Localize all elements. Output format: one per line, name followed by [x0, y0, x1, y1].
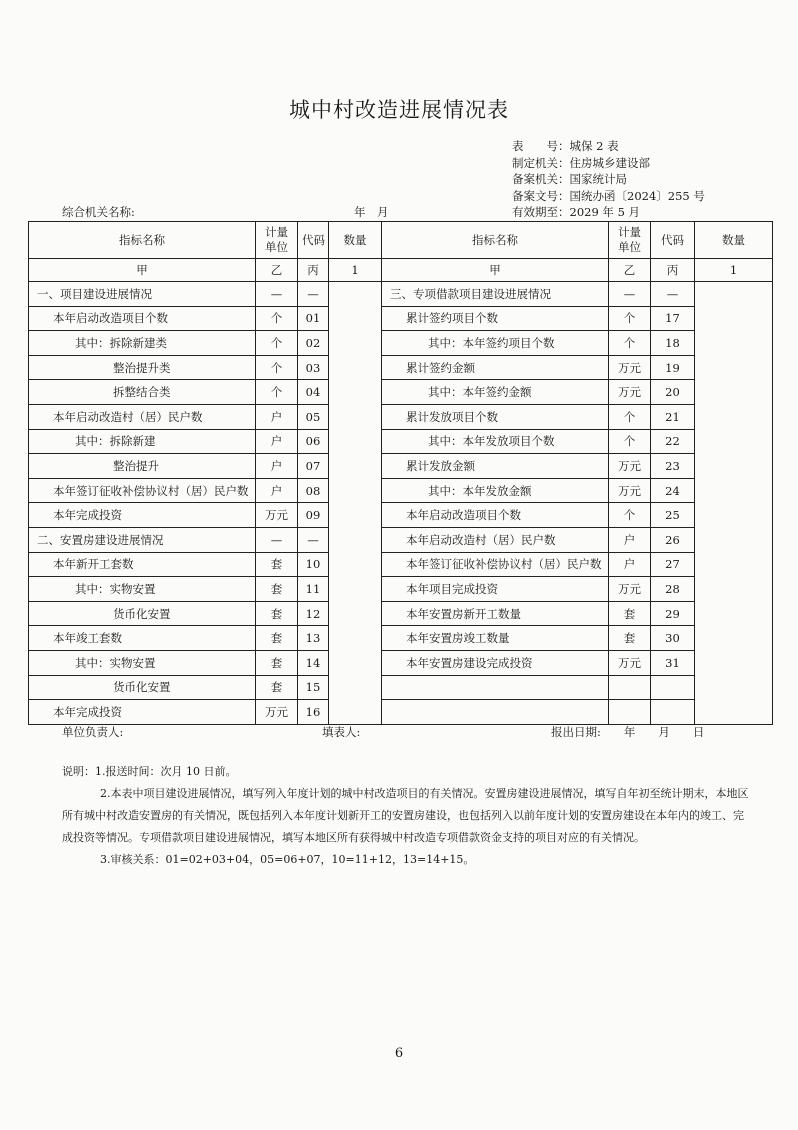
unit-cell: 个	[609, 503, 651, 528]
table-row	[29, 454, 773, 479]
indicator-name: 拆整结合类	[29, 380, 256, 405]
code-cell: 08	[298, 478, 329, 503]
code-cell: 23	[651, 454, 695, 479]
quantity-column	[695, 282, 773, 725]
code-cell: 02	[298, 331, 329, 356]
table-row	[29, 429, 773, 454]
form-number: 表 号：城保 2 表	[512, 139, 619, 153]
code-cell: 17	[651, 306, 695, 331]
indicator-name: 累计签约项目个数	[382, 306, 609, 331]
filing-document-number: 备案文号：国统办函〔2024〕255 号	[512, 188, 705, 203]
table-row	[29, 650, 773, 675]
indicator-name: 累计发放项目个数	[382, 404, 609, 429]
indicator-name	[382, 700, 609, 725]
unit-cell: 套	[256, 626, 298, 651]
header-name: 指标名称	[382, 222, 609, 259]
code-cell: 06	[298, 429, 329, 454]
indicator-name: 本年安置房建设完成投资	[382, 650, 609, 675]
subheader-c: 丙	[298, 259, 329, 282]
subheader-a: 甲	[382, 259, 609, 282]
unit-cell: 个	[609, 306, 651, 331]
indicator-name: 本年签订征收补偿协议村（居）民户数	[29, 478, 256, 503]
code-cell: 13	[298, 626, 329, 651]
code-cell: 10	[298, 552, 329, 577]
unit-cell: 个	[256, 331, 298, 356]
indicator-name: 其中：实物安置	[29, 650, 256, 675]
table-row	[29, 552, 773, 577]
unit-cell: 套	[609, 601, 651, 626]
unit-cell: —	[609, 282, 651, 307]
indicator-name: 一、项目建设进展情况	[29, 282, 256, 307]
code-cell: 15	[298, 675, 329, 700]
code-cell	[651, 675, 695, 700]
table-row	[29, 527, 773, 552]
subheader-b: 乙	[256, 259, 298, 282]
unit-cell: 套	[609, 626, 651, 651]
indicator-name: 本年安置房新开工数量	[382, 601, 609, 626]
code-cell	[651, 700, 695, 725]
code-cell: 01	[298, 306, 329, 331]
unit-cell: 万元	[609, 454, 651, 479]
unit-cell: 个	[609, 404, 651, 429]
unit-cell: —	[256, 282, 298, 307]
header-name: 指标名称	[29, 222, 256, 259]
unit-cell: 套	[256, 577, 298, 602]
table-row	[29, 380, 773, 405]
header-code: 代码	[651, 222, 695, 259]
code-cell: 28	[651, 577, 695, 602]
form-meta	[512, 138, 705, 221]
table-row	[29, 601, 773, 626]
unit-leader-label: 单位负责人:	[62, 725, 124, 739]
indicator-name: 累计签约金额	[382, 355, 609, 380]
unit-cell	[609, 700, 651, 725]
table-row	[29, 626, 773, 651]
code-cell: —	[298, 527, 329, 552]
valid-until: 有效期至：2029 年 5 月	[512, 205, 641, 219]
report-period: 年 月	[354, 205, 389, 219]
code-cell: 31	[651, 650, 695, 675]
unit-cell: 个	[609, 331, 651, 356]
unit-cell: 套	[256, 552, 298, 577]
table-row	[29, 282, 773, 307]
code-cell: 03	[298, 355, 329, 380]
progress-table	[28, 221, 773, 725]
code-cell: 12	[298, 601, 329, 626]
indicator-name: 本年完成投资	[29, 503, 256, 528]
subheader-a: 甲	[29, 259, 256, 282]
code-cell: 07	[298, 454, 329, 479]
indicator-name: 本年启动改造项目个数	[382, 503, 609, 528]
indicator-name: 其中：本年发放项目个数	[382, 429, 609, 454]
page-number: 6	[394, 1046, 404, 1061]
code-cell: 24	[651, 478, 695, 503]
code-cell: 11	[298, 577, 329, 602]
unit-cell: 万元	[256, 700, 298, 725]
issuing-authority: 制定机关：住房城乡建设部	[512, 155, 650, 170]
code-cell: 26	[651, 527, 695, 552]
indicator-name: 本年启动改造村（居）民户数	[29, 404, 256, 429]
code-cell: 04	[298, 380, 329, 405]
unit-cell: 个	[609, 429, 651, 454]
indicator-name: 累计发放金额	[382, 454, 609, 479]
unit-cell: 套	[256, 650, 298, 675]
unit-cell: 户	[256, 429, 298, 454]
table-row	[29, 331, 773, 356]
code-cell: 16	[298, 700, 329, 725]
quantity-column	[329, 282, 382, 725]
unit-cell: 万元	[609, 380, 651, 405]
table-subheader-row	[29, 259, 773, 282]
indicator-name: 其中：本年签约金额	[382, 380, 609, 405]
indicator-name: 本年完成投资	[29, 700, 256, 725]
unit-cell: 户	[256, 404, 298, 429]
indicator-name: 其中：实物安置	[29, 577, 256, 602]
code-cell: 18	[651, 331, 695, 356]
table-header-row	[29, 222, 773, 259]
indicator-name: 本年签订征收补偿协议村（居）民户数	[382, 552, 609, 577]
code-cell: —	[651, 282, 695, 307]
indicator-name: 本年项目完成投资	[382, 577, 609, 602]
header-code: 代码	[298, 222, 329, 259]
table-row	[29, 306, 773, 331]
indicator-name	[382, 675, 609, 700]
indicator-name: 本年安置房竣工数量	[382, 626, 609, 651]
code-cell: —	[298, 282, 329, 307]
indicator-name: 本年竣工套数	[29, 626, 256, 651]
subheader-c: 丙	[651, 259, 695, 282]
organization-label: 综合机关名称:	[62, 205, 135, 219]
code-cell: 29	[651, 601, 695, 626]
code-cell: 21	[651, 404, 695, 429]
unit-cell: 万元	[256, 503, 298, 528]
unit-cell: 万元	[609, 478, 651, 503]
unit-cell	[609, 675, 651, 700]
unit-cell: 万元	[609, 577, 651, 602]
indicator-name: 货币化安置	[29, 675, 256, 700]
indicator-name: 货币化安置	[29, 601, 256, 626]
indicator-name: 其中：本年签约项目个数	[382, 331, 609, 356]
indicator-name: 其中：拆除新建	[29, 429, 256, 454]
subheader-b: 乙	[609, 259, 651, 282]
indicator-name: 本年新开工套数	[29, 552, 256, 577]
code-cell: 14	[298, 650, 329, 675]
code-cell: 09	[298, 503, 329, 528]
unit-cell: 个	[256, 380, 298, 405]
unit-cell: 个	[256, 355, 298, 380]
indicator-name: 三、专项借款项目建设进展情况	[382, 282, 609, 307]
unit-cell: 万元	[609, 650, 651, 675]
notes	[62, 761, 752, 871]
indicator-name: 整治提升	[29, 454, 256, 479]
indicator-name: 其中：拆除新建类	[29, 331, 256, 356]
unit-cell: —	[256, 527, 298, 552]
code-cell: 05	[298, 404, 329, 429]
unit-cell: 套	[256, 601, 298, 626]
indicator-name: 本年启动改造村（居）民户数	[382, 527, 609, 552]
unit-cell: 套	[256, 675, 298, 700]
header-unit: 计量单位	[609, 222, 651, 259]
table-row	[29, 675, 773, 700]
subheader-d: 1	[695, 259, 773, 282]
table-row	[29, 404, 773, 429]
note-3: 3.审核关系：01=02+03+04，05=06+07，10=11+12，13=14+15。	[100, 853, 475, 866]
table-row	[29, 700, 773, 725]
report-date-label: 报出日期: 年 月 日	[551, 725, 705, 739]
note-1: 说明：1.报送时间：次月 10 日前。	[62, 765, 237, 778]
table-row	[29, 577, 773, 602]
unit-cell: 户	[609, 552, 651, 577]
indicator-name: 整治提升类	[29, 355, 256, 380]
indicator-name: 本年启动改造项目个数	[29, 306, 256, 331]
unit-cell: 户	[609, 527, 651, 552]
filing-authority: 备案机关：国家统计局	[512, 172, 627, 186]
header-unit: 计量单位	[256, 222, 298, 259]
page-title: 城中村改造进展情况表	[289, 98, 509, 122]
code-cell: 30	[651, 626, 695, 651]
code-cell: 19	[651, 355, 695, 380]
subheader-d: 1	[329, 259, 382, 282]
table-row	[29, 355, 773, 380]
unit-cell: 万元	[609, 355, 651, 380]
header-qty: 数量	[695, 222, 773, 259]
header-qty: 数量	[329, 222, 382, 259]
table-row	[29, 503, 773, 528]
code-cell: 27	[651, 552, 695, 577]
table-row	[29, 478, 773, 503]
form-filler-label: 填表人:	[322, 725, 361, 739]
unit-cell: 个	[256, 306, 298, 331]
unit-cell: 户	[256, 454, 298, 479]
note-2: 2.本表中项目建设进展情况，填写列入年度计划的城中村改造项目的有关情况。安置房建设进展情况，填写自年初至统计期末，本地区所有城中村改造安置房的有关情况，既包括列入本年度计划新开工的安置房建设，也包括列入以前年度计划的安置房建设在本年内的竣工、完成投资等情况。专项借款项目建设进展情况，填写本地区所有获得城中村改造专项借款资金支持的项目对应的有关情况。	[62, 787, 749, 844]
code-cell: 25	[651, 503, 695, 528]
unit-cell: 户	[256, 478, 298, 503]
code-cell: 20	[651, 380, 695, 405]
code-cell: 22	[651, 429, 695, 454]
indicator-name: 二、安置房建设进展情况	[29, 527, 256, 552]
indicator-name: 其中：本年发放金额	[382, 478, 609, 503]
